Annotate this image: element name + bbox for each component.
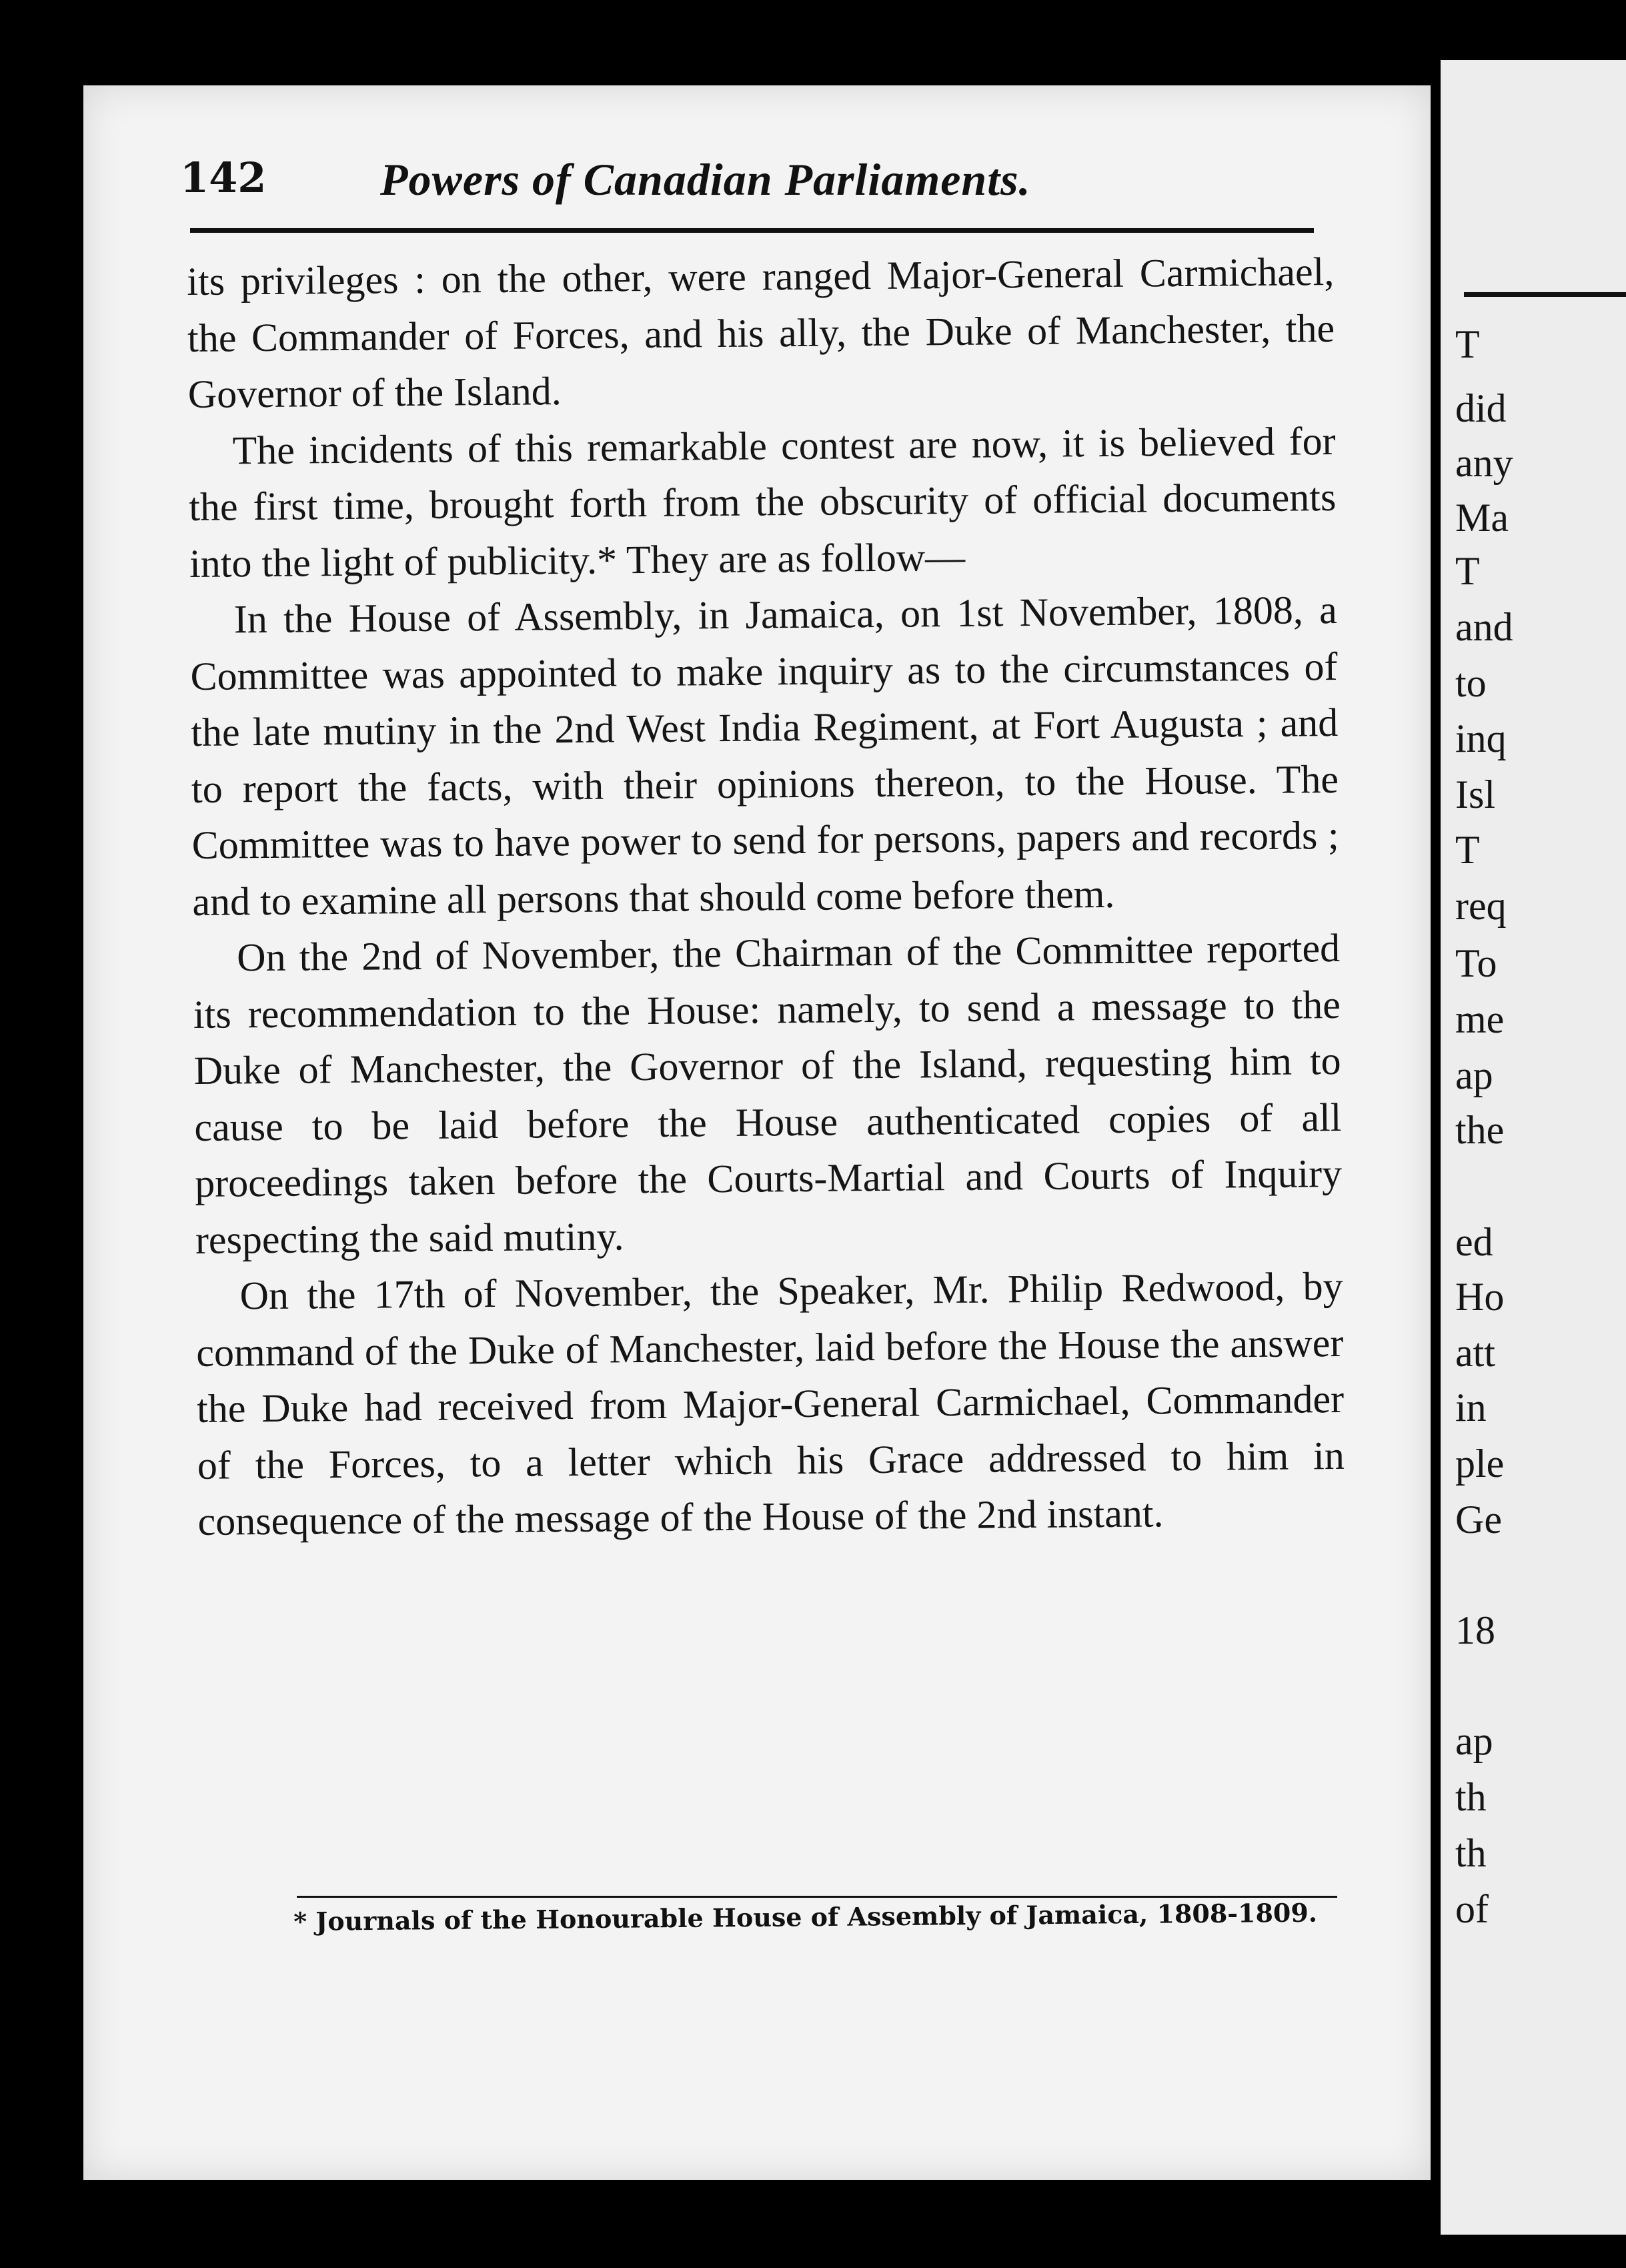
adjacent-page-fragment: the [1455,1108,1505,1152]
adjacent-page-fragment: ed [1455,1220,1493,1264]
page-header [180,153,1314,227]
body-text [187,243,1345,1550]
adjacent-page-fragment: and [1455,605,1513,649]
adjacent-page-fragment: in [1455,1385,1487,1430]
adjacent-page-fragment: any [1455,441,1513,485]
running-title: Powers of Canadian Parliaments. [380,154,1031,205]
footnote: * Journals of the Honourable House of Assembly of Jamaica, 1808-1809. [293,1897,1318,1936]
adjacent-page-fragment: T [1455,322,1480,366]
adjacent-page-rule [1464,292,1626,297]
adjacent-page-fragment: ap [1455,1053,1493,1097]
adjacent-page-fragment: T [1455,828,1480,872]
paragraph-5: On the 17th of November, the Speaker, Mr. Philip Redwood, by command of the Duke of Manchester, laid before the House the answer the Duke had received from Major-General Carmichael, Commander of the Forces, to a letter which his Grace addressed to him in consequence of the message of the House of the 2nd instant. [196,1263,1345,1544]
adjacent-page-fragment: att [1455,1331,1495,1375]
adjacent-page-fragment: inq [1455,716,1507,760]
footnote-rule [297,1896,1337,1898]
adjacent-page-fragment: 18 [1455,1608,1495,1652]
adjacent-page-fragment: th [1455,1775,1487,1819]
paragraph-2: The incidents of this remarkable contest are now, it is believed for the first time, brought forth from the obscurity of official documents into the light of publicity.* They are as follow— [189,418,1337,586]
adjacent-page-fragment: of [1455,1887,1489,1931]
adjacent-page-fragment: ap [1455,1719,1493,1763]
adjacent-page-fragment: ple [1455,1442,1505,1486]
paragraph-1: its privileges : on the other, were ranged Major-General Carmichael, the Commander of Forces, and his ally, the Duke of Manchester, the Governor of the Island. [187,249,1335,416]
adjacent-page-fragment: Ma [1455,496,1509,540]
adjacent-page-fragment: Isl [1455,772,1495,816]
adjacent-page-fragment: did [1455,386,1507,430]
page-number: 142 [180,153,267,202]
adjacent-page-fragment: To [1455,941,1497,985]
paragraph-4: On the 2nd of November, the Chairman of the Committee reported its recommendation to the House: namely, to send a message to the Duke of Manchester, the Governor of the Island, requesting him to cause to be laid before the House authenticated copies of all proceedings taken before the Courts-Martial and Courts of Inquiry respecting the said mutiny. [193,925,1343,1262]
adjacent-page-fragment: Ho [1455,1275,1505,1319]
adjacent-page-fragment: T [1455,549,1480,593]
adjacent-page-fragment: req [1455,884,1507,928]
adjacent-page-fragment: me [1455,997,1505,1041]
adjacent-page-fragment: Ge [1455,1498,1502,1542]
header-rule [190,228,1314,233]
paragraph-3: In the House of Assembly, in Jamaica, on 1st November, 1808, a Committee was appointed to make inquiry as to the circumstances of the late mutiny in the 2nd West India Regiment, at Fort Augusta ; and to report the facts, with their opinions thereon, to the House. The Committee was to have power to send for persons, papers and records ; and to examine all persons that should come before them. [190,587,1339,924]
adjacent-page-fragment: to [1455,661,1487,705]
adjacent-page-fragment: th [1455,1831,1487,1875]
